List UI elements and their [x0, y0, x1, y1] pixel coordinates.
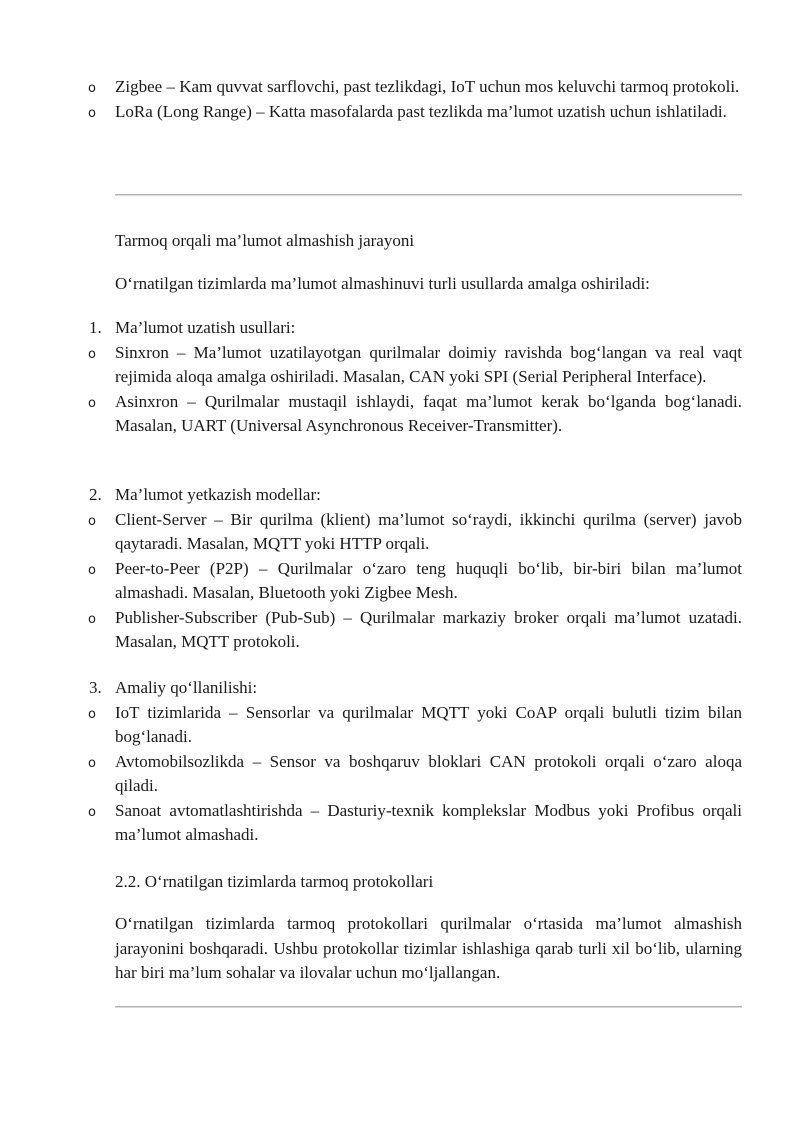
group-title: Ma’lumot uzatish usullari:	[115, 318, 296, 337]
bullet-marker: o	[88, 611, 96, 627]
numbered-item	[89, 483, 742, 508]
list-item	[88, 100, 742, 125]
item-number: 1.	[89, 318, 102, 337]
list-item-text: Avtomobilsozlikda – Sensor va boshqaruv bloklari CAN protokoli orqali o‘zaro aloqa qiladi.	[115, 751, 742, 795]
list-item	[88, 390, 742, 439]
bullet-marker: o	[88, 562, 96, 578]
list-item	[88, 341, 742, 390]
group-title: Amaliy qo‘llanilishi:	[115, 678, 258, 697]
list-item-text: Zigbee – Kam quvvat sarflovchi, past tezlikdagi, IoT uchun mos keluvchi tarmoq protokoli.	[115, 77, 740, 96]
list-item-text: Peer-to-Peer (P2P) – Qurilmalar o‘zaro teng huquqli bo‘lib, bir-biri bilan ma’lumot almashadi. Masalan, Bluetooth yoki Zigbee Mesh.	[115, 558, 742, 602]
list-item-text: IoT tizimlarida – Sensorlar va qurilmalar MQTT yoki CoAP orqali bulutli tizim bilan bog‘lanadi.	[115, 702, 742, 746]
list-item-text: Asinxron – Qurilmalar mustaqil ishlaydi, faqat ma’lumot kerak bo‘lganda bog‘lanadi. Masalan, UART (Universal Asynchronous Receiver-Transmitter).	[115, 391, 742, 435]
list-item	[88, 701, 742, 750]
list-item	[88, 508, 742, 557]
list-item	[88, 606, 742, 655]
item-number: 3.	[89, 678, 102, 697]
section-intro: O‘rnatilgan tizimlarda ma’lumot almashinuvi turli usullarda amalga oshiriladi:	[115, 274, 650, 293]
list-item	[88, 799, 742, 848]
intro-bullet-list	[88, 75, 742, 124]
bullet-marker: o	[88, 706, 96, 722]
numbered-group-1	[88, 316, 742, 439]
bullet-marker: o	[88, 346, 96, 362]
list-item	[88, 557, 742, 606]
bullet-marker: o	[88, 513, 96, 529]
subsection-heading: 2.2. O‘rnatilgan tizimlarda tarmoq protokollari	[115, 872, 434, 891]
list-item-text: Client-Server – Bir qurilma (klient) ma’lumot so‘raydi, ikkinchi qurilma (server) javob qaytaradi. Masalan, MQTT yoki HTTP orqali.	[115, 509, 742, 553]
item-number: 2.	[89, 485, 102, 504]
numbered-item	[89, 316, 742, 341]
list-item	[88, 750, 742, 799]
list-item	[88, 75, 742, 100]
numbered-item	[89, 676, 742, 701]
bullet-marker: o	[88, 395, 96, 411]
numbered-group-2	[88, 483, 742, 655]
section-heading: Tarmoq orqali ma’lumot almashish jarayoni	[115, 231, 415, 250]
list-item-text: Publisher-Subscriber (Pub-Sub) – Qurilmalar markaziy broker orqali ma’lumot uzatadi. Masalan, MQTT protokoli.	[115, 607, 742, 651]
list-item-text: LoRa (Long Range) – Katta masofalarda past tezlikda ma’lumot uzatish uchun ishlatiladi.	[115, 101, 727, 121]
list-item-text: Sanoat avtomatlashtirishda – Dasturiy-texnik komplekslar Modbus yoki Profibus orqali ma’lumot almashadi.	[115, 800, 742, 844]
numbered-group-3	[88, 676, 742, 848]
horizontal-divider	[115, 194, 742, 196]
group-title: Ma’lumot yetkazish modellar:	[115, 485, 321, 504]
bullet-marker: o	[88, 81, 96, 96]
subsection-paragraph: O‘rnatilgan tizimlarda tarmoq protokollari qurilmalar o‘rtasida ma’lumot almashish jarayonini boshqaradi. Ushbu protokollar tizimlar ishlashiga qarab turli xil bo‘lib, ularning har biri ma’lum sohalar va ilovalar uchun mo‘ljallangan.	[115, 914, 742, 982]
bullet-marker: o	[88, 105, 96, 121]
bullet-marker: o	[88, 804, 96, 820]
list-item-text: Sinxron – Ma’lumot uzatilayotgan qurilmalar doimiy ravishda bog‘langan va real vaqt rejimida aloqa amalga oshiriladi. Masalan, CAN yoki SPI (Serial Peripheral Interface).	[115, 342, 742, 386]
bullet-marker: o	[88, 755, 96, 771]
horizontal-divider	[115, 1006, 742, 1008]
